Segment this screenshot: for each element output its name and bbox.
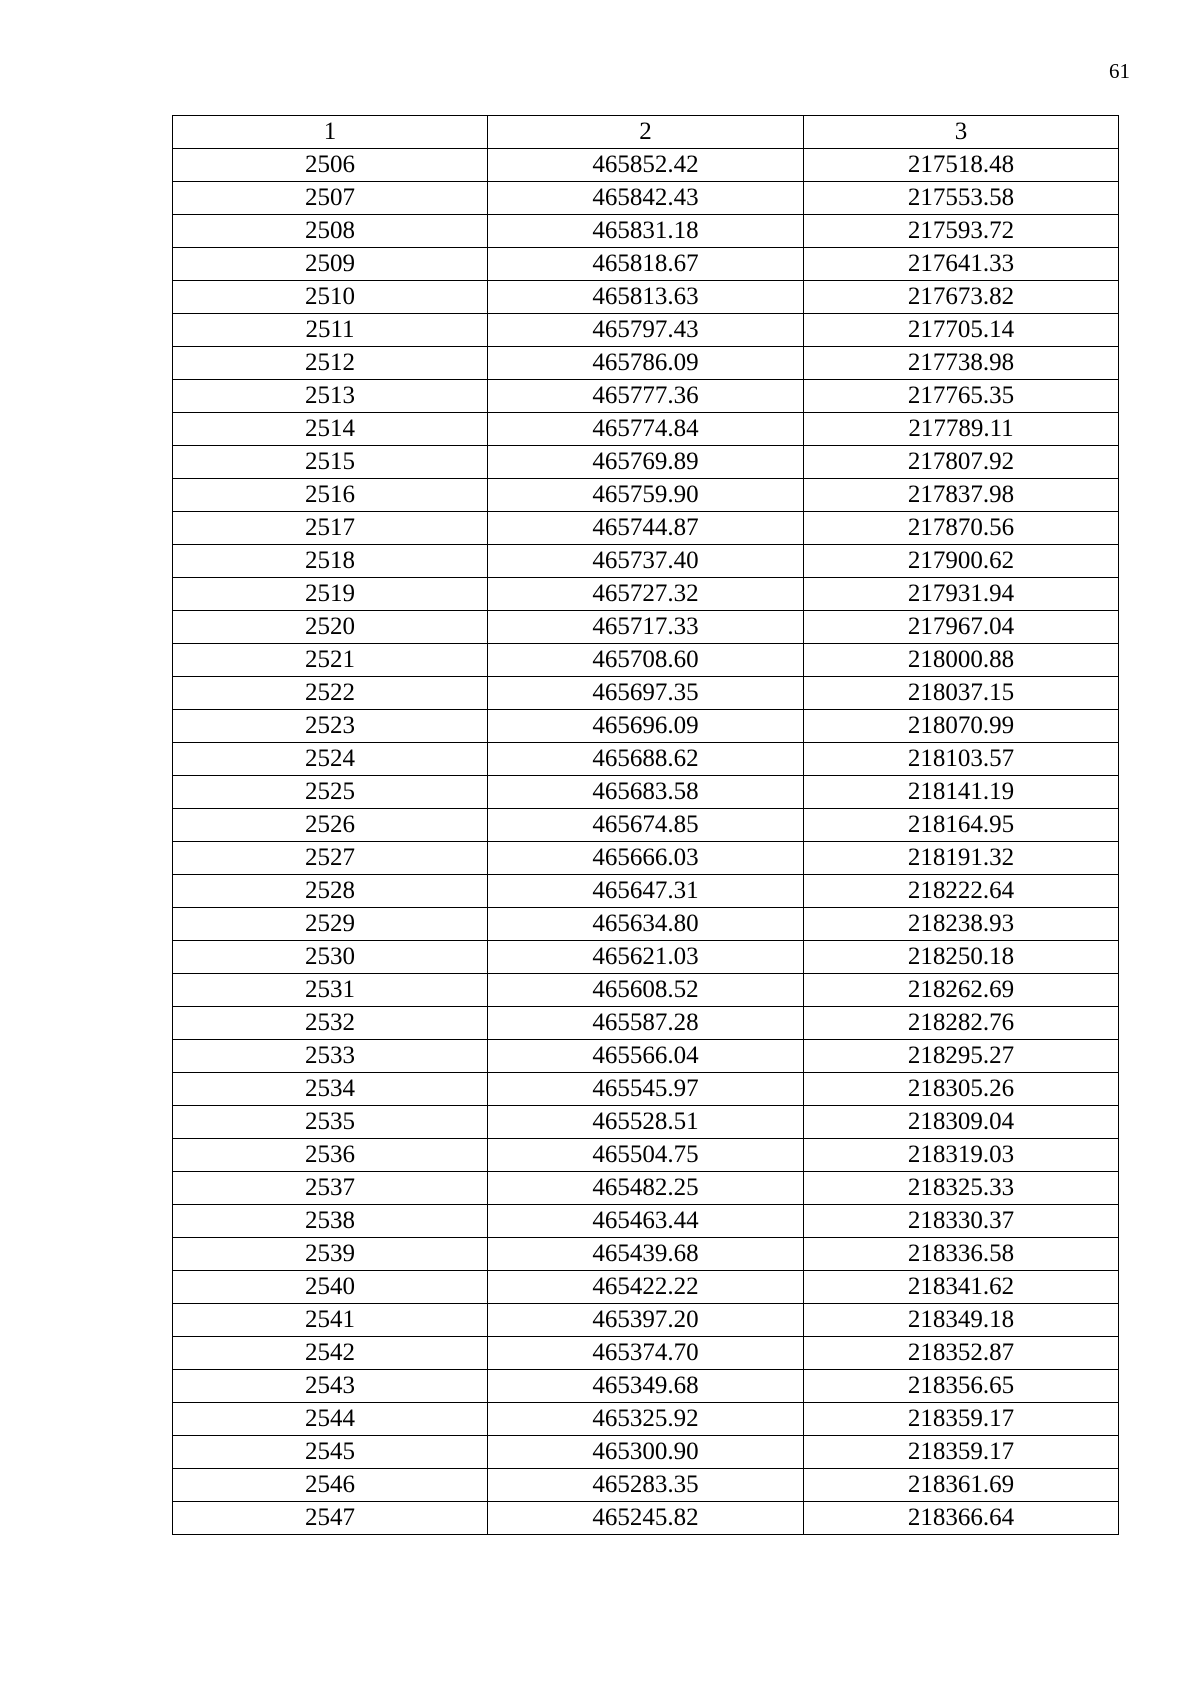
- y-coordinate-cell: 218356.65: [804, 1370, 1119, 1403]
- y-coordinate-cell: 218037.15: [804, 677, 1119, 710]
- x-coordinate-cell: 465349.68: [488, 1370, 804, 1403]
- y-coordinate-cell: 217641.33: [804, 248, 1119, 281]
- table-row: [173, 380, 1119, 413]
- table-row: [173, 479, 1119, 512]
- point-number-cell: 2546: [173, 1469, 488, 1502]
- y-coordinate-cell: 217900.62: [804, 545, 1119, 578]
- table-row: [173, 1271, 1119, 1304]
- point-number-cell: 2544: [173, 1403, 488, 1436]
- y-coordinate-cell: 218262.69: [804, 974, 1119, 1007]
- table-row: [173, 149, 1119, 182]
- y-coordinate-cell: 218238.93: [804, 908, 1119, 941]
- header-cell-1: 1: [173, 116, 488, 149]
- x-coordinate-cell: 465708.60: [488, 644, 804, 677]
- x-coordinate-cell: 465697.35: [488, 677, 804, 710]
- point-number-cell: 2521: [173, 644, 488, 677]
- point-number-cell: 2528: [173, 875, 488, 908]
- point-number-cell: 2541: [173, 1304, 488, 1337]
- x-coordinate-cell: 465300.90: [488, 1436, 804, 1469]
- table-row: [173, 248, 1119, 281]
- point-number-cell: 2529: [173, 908, 488, 941]
- table-row: [173, 1469, 1119, 1502]
- header-cell-2: 2: [488, 116, 804, 149]
- y-coordinate-cell: 217931.94: [804, 578, 1119, 611]
- point-number-cell: 2507: [173, 182, 488, 215]
- x-coordinate-cell: 465727.32: [488, 578, 804, 611]
- x-coordinate-cell: 465737.40: [488, 545, 804, 578]
- table-row: [173, 1304, 1119, 1337]
- table-row: [173, 1139, 1119, 1172]
- x-coordinate-cell: 465852.42: [488, 149, 804, 182]
- point-number-cell: 2532: [173, 1007, 488, 1040]
- table-row: [173, 1040, 1119, 1073]
- point-number-cell: 2513: [173, 380, 488, 413]
- y-coordinate-cell: 218309.04: [804, 1106, 1119, 1139]
- point-number-cell: 2508: [173, 215, 488, 248]
- x-coordinate-cell: 465777.36: [488, 380, 804, 413]
- table-row: [173, 710, 1119, 743]
- table-row: [173, 281, 1119, 314]
- x-coordinate-cell: 465587.28: [488, 1007, 804, 1040]
- point-number-cell: 2535: [173, 1106, 488, 1139]
- point-number-cell: 2538: [173, 1205, 488, 1238]
- table-row: [173, 545, 1119, 578]
- x-coordinate-cell: 465674.85: [488, 809, 804, 842]
- x-coordinate-cell: 465717.33: [488, 611, 804, 644]
- y-coordinate-cell: 217518.48: [804, 149, 1119, 182]
- point-number-cell: 2518: [173, 545, 488, 578]
- table-row: [173, 1370, 1119, 1403]
- x-coordinate-cell: 465774.84: [488, 413, 804, 446]
- point-number-cell: 2526: [173, 809, 488, 842]
- table-row: [173, 611, 1119, 644]
- x-coordinate-cell: 465769.89: [488, 446, 804, 479]
- x-coordinate-cell: 465786.09: [488, 347, 804, 380]
- y-coordinate-cell: 218366.64: [804, 1502, 1119, 1535]
- x-coordinate-cell: 465245.82: [488, 1502, 804, 1535]
- y-coordinate-cell: 218103.57: [804, 743, 1119, 776]
- point-number-cell: 2545: [173, 1436, 488, 1469]
- point-number-cell: 2524: [173, 743, 488, 776]
- page-number: 61: [1109, 59, 1130, 83]
- y-coordinate-cell: 218349.18: [804, 1304, 1119, 1337]
- table-body: [173, 116, 1119, 1535]
- y-coordinate-cell: 218361.69: [804, 1469, 1119, 1502]
- y-coordinate-cell: 218305.26: [804, 1073, 1119, 1106]
- y-coordinate-cell: 217738.98: [804, 347, 1119, 380]
- x-coordinate-cell: 465688.62: [488, 743, 804, 776]
- table-row: [173, 743, 1119, 776]
- y-coordinate-cell: 217837.98: [804, 479, 1119, 512]
- y-coordinate-cell: 218352.87: [804, 1337, 1119, 1370]
- table-row: [173, 413, 1119, 446]
- y-coordinate-cell: 218164.95: [804, 809, 1119, 842]
- table-row: [173, 908, 1119, 941]
- point-number-cell: 2512: [173, 347, 488, 380]
- point-number-cell: 2537: [173, 1172, 488, 1205]
- table-row: [173, 1172, 1119, 1205]
- table-row: [173, 578, 1119, 611]
- table-row: [173, 974, 1119, 1007]
- point-number-cell: 2533: [173, 1040, 488, 1073]
- point-number-cell: 2519: [173, 578, 488, 611]
- x-coordinate-cell: 465634.80: [488, 908, 804, 941]
- y-coordinate-cell: 217705.14: [804, 314, 1119, 347]
- y-coordinate-cell: 217673.82: [804, 281, 1119, 314]
- table-row: [173, 314, 1119, 347]
- point-number-cell: 2514: [173, 413, 488, 446]
- table-row: [173, 1403, 1119, 1436]
- y-coordinate-cell: 218359.17: [804, 1403, 1119, 1436]
- point-number-cell: 2542: [173, 1337, 488, 1370]
- y-coordinate-cell: 217789.11: [804, 413, 1119, 446]
- y-coordinate-cell: 218070.99: [804, 710, 1119, 743]
- table-row: [173, 1337, 1119, 1370]
- y-coordinate-cell: 218336.58: [804, 1238, 1119, 1271]
- table-row: [173, 1106, 1119, 1139]
- point-number-cell: 2509: [173, 248, 488, 281]
- point-number-cell: 2522: [173, 677, 488, 710]
- point-number-cell: 2515: [173, 446, 488, 479]
- point-number-cell: 2511: [173, 314, 488, 347]
- x-coordinate-cell: 465608.52: [488, 974, 804, 1007]
- x-coordinate-cell: 465504.75: [488, 1139, 804, 1172]
- table-header-row: [173, 116, 1119, 149]
- table-row: [173, 512, 1119, 545]
- y-coordinate-cell: 217593.72: [804, 215, 1119, 248]
- y-coordinate-cell: 218359.17: [804, 1436, 1119, 1469]
- x-coordinate-cell: 465397.20: [488, 1304, 804, 1337]
- x-coordinate-cell: 465813.63: [488, 281, 804, 314]
- point-number-cell: 2527: [173, 842, 488, 875]
- y-coordinate-cell: 218341.62: [804, 1271, 1119, 1304]
- x-coordinate-cell: 465545.97: [488, 1073, 804, 1106]
- point-number-cell: 2534: [173, 1073, 488, 1106]
- y-coordinate-cell: 218295.27: [804, 1040, 1119, 1073]
- y-coordinate-cell: 217553.58: [804, 182, 1119, 215]
- table-row: [173, 842, 1119, 875]
- point-number-cell: 2520: [173, 611, 488, 644]
- x-coordinate-cell: 465759.90: [488, 479, 804, 512]
- point-number-cell: 2547: [173, 1502, 488, 1535]
- x-coordinate-cell: 465374.70: [488, 1337, 804, 1370]
- x-coordinate-cell: 465283.35: [488, 1469, 804, 1502]
- point-number-cell: 2525: [173, 776, 488, 809]
- table-row: [173, 941, 1119, 974]
- point-number-cell: 2516: [173, 479, 488, 512]
- y-coordinate-cell: 218191.32: [804, 842, 1119, 875]
- x-coordinate-cell: 465696.09: [488, 710, 804, 743]
- x-coordinate-cell: 465621.03: [488, 941, 804, 974]
- x-coordinate-cell: 465797.43: [488, 314, 804, 347]
- table-row: [173, 875, 1119, 908]
- x-coordinate-cell: 465566.04: [488, 1040, 804, 1073]
- point-number-cell: 2530: [173, 941, 488, 974]
- y-coordinate-cell: 218319.03: [804, 1139, 1119, 1172]
- y-coordinate-cell: 218000.88: [804, 644, 1119, 677]
- y-coordinate-cell: 218250.18: [804, 941, 1119, 974]
- table-row: [173, 1073, 1119, 1106]
- table-row: [173, 1502, 1119, 1535]
- x-coordinate-cell: 465422.22: [488, 1271, 804, 1304]
- y-coordinate-cell: 218141.19: [804, 776, 1119, 809]
- point-number-cell: 2531: [173, 974, 488, 1007]
- table-row: [173, 809, 1119, 842]
- point-number-cell: 2506: [173, 149, 488, 182]
- point-number-cell: 2536: [173, 1139, 488, 1172]
- table-row: [173, 215, 1119, 248]
- x-coordinate-cell: 465831.18: [488, 215, 804, 248]
- x-coordinate-cell: 465842.43: [488, 182, 804, 215]
- table-row: [173, 776, 1119, 809]
- point-number-cell: 2539: [173, 1238, 488, 1271]
- x-coordinate-cell: 465439.68: [488, 1238, 804, 1271]
- table-row: [173, 182, 1119, 215]
- x-coordinate-cell: 465482.25: [488, 1172, 804, 1205]
- x-coordinate-cell: 465744.87: [488, 512, 804, 545]
- table-row: [173, 446, 1119, 479]
- x-coordinate-cell: 465463.44: [488, 1205, 804, 1238]
- table-row: [173, 1205, 1119, 1238]
- header-cell-3: 3: [804, 116, 1119, 149]
- x-coordinate-cell: 465683.58: [488, 776, 804, 809]
- x-coordinate-cell: 465666.03: [488, 842, 804, 875]
- x-coordinate-cell: 465818.67: [488, 248, 804, 281]
- y-coordinate-cell: 218222.64: [804, 875, 1119, 908]
- y-coordinate-cell: 218282.76: [804, 1007, 1119, 1040]
- x-coordinate-cell: 465647.31: [488, 875, 804, 908]
- y-coordinate-cell: 218330.37: [804, 1205, 1119, 1238]
- table-row: [173, 1238, 1119, 1271]
- y-coordinate-cell: 218325.33: [804, 1172, 1119, 1205]
- x-coordinate-cell: 465528.51: [488, 1106, 804, 1139]
- x-coordinate-cell: 465325.92: [488, 1403, 804, 1436]
- point-number-cell: 2540: [173, 1271, 488, 1304]
- coordinates-table: [172, 115, 1119, 1535]
- table-row: [173, 677, 1119, 710]
- y-coordinate-cell: 217765.35: [804, 380, 1119, 413]
- y-coordinate-cell: 217807.92: [804, 446, 1119, 479]
- y-coordinate-cell: 217967.04: [804, 611, 1119, 644]
- point-number-cell: 2510: [173, 281, 488, 314]
- point-number-cell: 2523: [173, 710, 488, 743]
- point-number-cell: 2543: [173, 1370, 488, 1403]
- table-row: [173, 1436, 1119, 1469]
- table-row: [173, 1007, 1119, 1040]
- y-coordinate-cell: 217870.56: [804, 512, 1119, 545]
- point-number-cell: 2517: [173, 512, 488, 545]
- table-row: [173, 347, 1119, 380]
- table-row: [173, 644, 1119, 677]
